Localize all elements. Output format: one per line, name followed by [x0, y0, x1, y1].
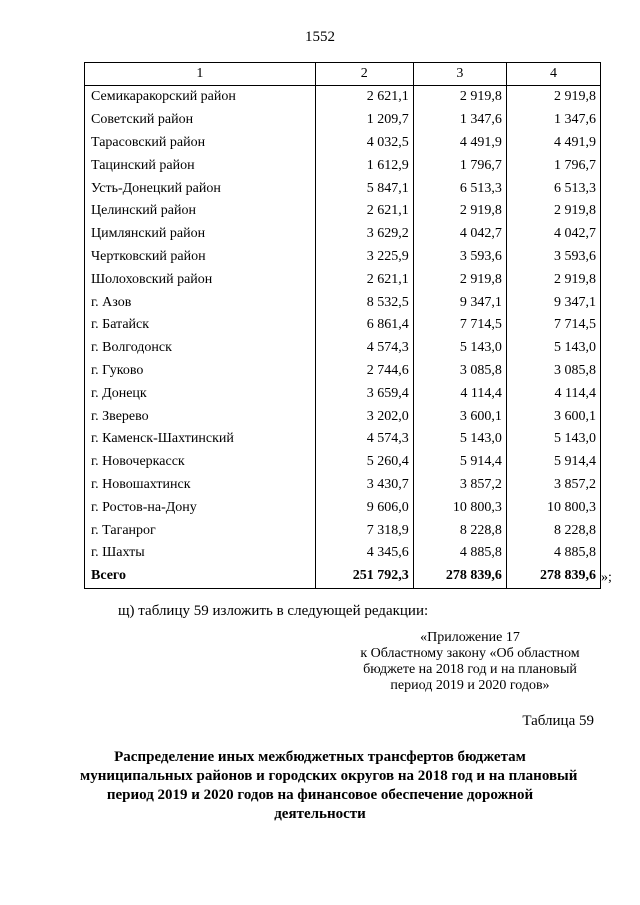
amount-cell: 5 260,4 [315, 451, 413, 474]
table-row [85, 360, 601, 383]
municipality-name: Усть-Донецкий район [85, 177, 316, 200]
budget-table [84, 62, 601, 589]
column-header: 2 [315, 63, 413, 86]
municipality-name: г. Азов [85, 291, 316, 314]
table-row [85, 542, 601, 565]
amount-cell: 5 914,4 [506, 451, 600, 474]
amount-cell: 4 574,3 [315, 337, 413, 360]
table-heading [80, 748, 578, 824]
amount-cell: 1 612,9 [315, 154, 413, 177]
appendix-line: «Приложение 17 [420, 630, 520, 645]
table-row [85, 200, 601, 223]
amount-cell: 3 085,8 [506, 360, 600, 383]
table-row [85, 314, 601, 337]
amount-cell: 8 228,8 [413, 519, 506, 542]
amount-cell: 5 143,0 [413, 428, 506, 451]
amount-cell: 3 202,0 [315, 405, 413, 428]
municipality-name: г. Зверево [85, 405, 316, 428]
municipality-name: г. Каменск-Шахтинский [85, 428, 316, 451]
municipality-name: г. Новочеркасск [85, 451, 316, 474]
appendix-line: к Областному закону «Об областном [360, 646, 580, 661]
table-row [85, 132, 601, 155]
amount-cell: 1 796,7 [506, 154, 600, 177]
amount-cell: 3 085,8 [413, 360, 506, 383]
appendix-reference [340, 630, 600, 694]
total-label: Всего [85, 565, 316, 588]
amount-cell: 2 919,8 [506, 200, 600, 223]
amount-cell: 2 919,8 [413, 200, 506, 223]
amount-cell: 8 532,5 [315, 291, 413, 314]
table-row [85, 405, 601, 428]
amount-cell: 9 347,1 [413, 291, 506, 314]
heading-line: деятельности [274, 806, 366, 822]
table-row [85, 337, 601, 360]
municipality-name: Цимлянский район [85, 223, 316, 246]
amount-cell: 3 857,2 [413, 474, 506, 497]
amount-cell: 2 919,8 [413, 268, 506, 291]
amount-cell: 6 861,4 [315, 314, 413, 337]
municipality-name: г. Шахты [85, 542, 316, 565]
municipality-name: г. Гуково [85, 360, 316, 383]
table-row [85, 474, 601, 497]
amount-cell: 3 600,1 [413, 405, 506, 428]
amount-cell: 1 796,7 [413, 154, 506, 177]
amount-cell: 3 600,1 [506, 405, 600, 428]
amount-cell: 2 621,1 [315, 86, 413, 109]
heading-line: период 2019 и 2020 годов на финансовое обеспечение дорожной [106, 787, 534, 803]
column-header: 4 [506, 63, 600, 86]
amount-cell: 9 606,0 [315, 496, 413, 519]
amount-cell: 3 659,4 [315, 382, 413, 405]
amount-cell: 10 800,3 [506, 496, 600, 519]
table-row [85, 451, 601, 474]
amount-cell: 1 347,6 [506, 109, 600, 132]
amount-cell: 6 513,3 [506, 177, 600, 200]
amount-cell: 5 143,0 [413, 337, 506, 360]
amount-cell: 3 629,2 [315, 223, 413, 246]
municipality-name: г. Новошахтинск [85, 474, 316, 497]
amount-cell: 4 491,9 [413, 132, 506, 155]
column-header: 1 [85, 63, 316, 86]
municipality-name: Семикаракорский район [85, 86, 316, 109]
amount-cell: 7 714,5 [506, 314, 600, 337]
table-row [85, 428, 601, 451]
amount-cell: 2 919,8 [506, 268, 600, 291]
amount-cell: 8 228,8 [506, 519, 600, 542]
municipality-name: г. Батайск [85, 314, 316, 337]
amount-cell: 4 345,6 [315, 542, 413, 565]
appendix-line: бюджете на 2018 год и на плановый [363, 662, 577, 677]
municipality-name: г. Донецк [85, 382, 316, 405]
amount-cell: 9 347,1 [506, 291, 600, 314]
amount-cell: 4 042,7 [506, 223, 600, 246]
table-row [85, 177, 601, 200]
municipality-name: Шолоховский район [85, 268, 316, 291]
page-number: 1552 [305, 29, 335, 45]
table-row [85, 291, 601, 314]
table-row [85, 86, 601, 109]
table-row [85, 519, 601, 542]
amount-cell: 3 593,6 [413, 246, 506, 269]
amount-cell: 2 621,1 [315, 268, 413, 291]
total-value: 278 839,6 [506, 565, 600, 588]
table-row [85, 109, 601, 132]
total-value: 278 839,6 [413, 565, 506, 588]
amount-cell: 6 513,3 [413, 177, 506, 200]
table-row [85, 268, 601, 291]
table-header-row [85, 63, 601, 86]
amount-cell: 7 714,5 [413, 314, 506, 337]
municipality-name: Целинский район [85, 200, 316, 223]
amount-cell: 4 032,5 [315, 132, 413, 155]
amount-cell: 4 574,3 [315, 428, 413, 451]
amount-cell: 5 914,4 [413, 451, 506, 474]
municipality-name: г. Ростов-на-Дону [85, 496, 316, 519]
total-suffix: »; [601, 570, 612, 585]
municipality-name: Тарасовский район [85, 132, 316, 155]
amount-cell: 1 209,7 [315, 109, 413, 132]
municipality-name: Советский район [85, 109, 316, 132]
amount-cell: 3 430,7 [315, 474, 413, 497]
amount-cell: 5 143,0 [506, 428, 600, 451]
municipality-name: г. Волгодонск [85, 337, 316, 360]
amount-cell: 4 885,8 [413, 542, 506, 565]
table-row [85, 246, 601, 269]
column-header: 3 [413, 63, 506, 86]
amount-cell: 4 885,8 [506, 542, 600, 565]
table-row [85, 496, 601, 519]
amount-cell: 4 114,4 [506, 382, 600, 405]
municipality-name: г. Таганрог [85, 519, 316, 542]
amount-cell: 1 347,6 [413, 109, 506, 132]
table-label: Таблица 59 [522, 713, 594, 729]
amount-cell: 4 491,9 [506, 132, 600, 155]
amount-cell: 5 847,1 [315, 177, 413, 200]
appendix-line: период 2019 и 2020 годов» [390, 678, 550, 693]
total-value: 251 792,3 [315, 565, 413, 588]
amount-cell: 2 919,8 [506, 86, 600, 109]
total-row [85, 565, 601, 588]
municipality-name: Чертковский район [85, 246, 316, 269]
heading-line: муниципальных районов и городских округов на 2018 год и на плановый [80, 768, 578, 784]
amount-cell: 3 857,2 [506, 474, 600, 497]
amount-cell: 7 318,9 [315, 519, 413, 542]
table-row [85, 223, 601, 246]
amount-cell: 3 225,9 [315, 246, 413, 269]
amount-cell: 3 593,6 [506, 246, 600, 269]
amendment-instruction: щ) таблицу 59 изложить в следующей редакции: [118, 603, 429, 619]
table-row [85, 382, 601, 405]
amount-cell: 4 114,4 [413, 382, 506, 405]
amount-cell: 10 800,3 [413, 496, 506, 519]
amount-cell: 2 744,6 [315, 360, 413, 383]
heading-line: Распределение иных межбюджетных трансфертов бюджетам [114, 749, 526, 765]
amount-cell: 4 042,7 [413, 223, 506, 246]
amount-cell: 2 621,1 [315, 200, 413, 223]
municipality-name: Тацинский район [85, 154, 316, 177]
table-row [85, 154, 601, 177]
amount-cell: 2 919,8 [413, 86, 506, 109]
amount-cell: 5 143,0 [506, 337, 600, 360]
